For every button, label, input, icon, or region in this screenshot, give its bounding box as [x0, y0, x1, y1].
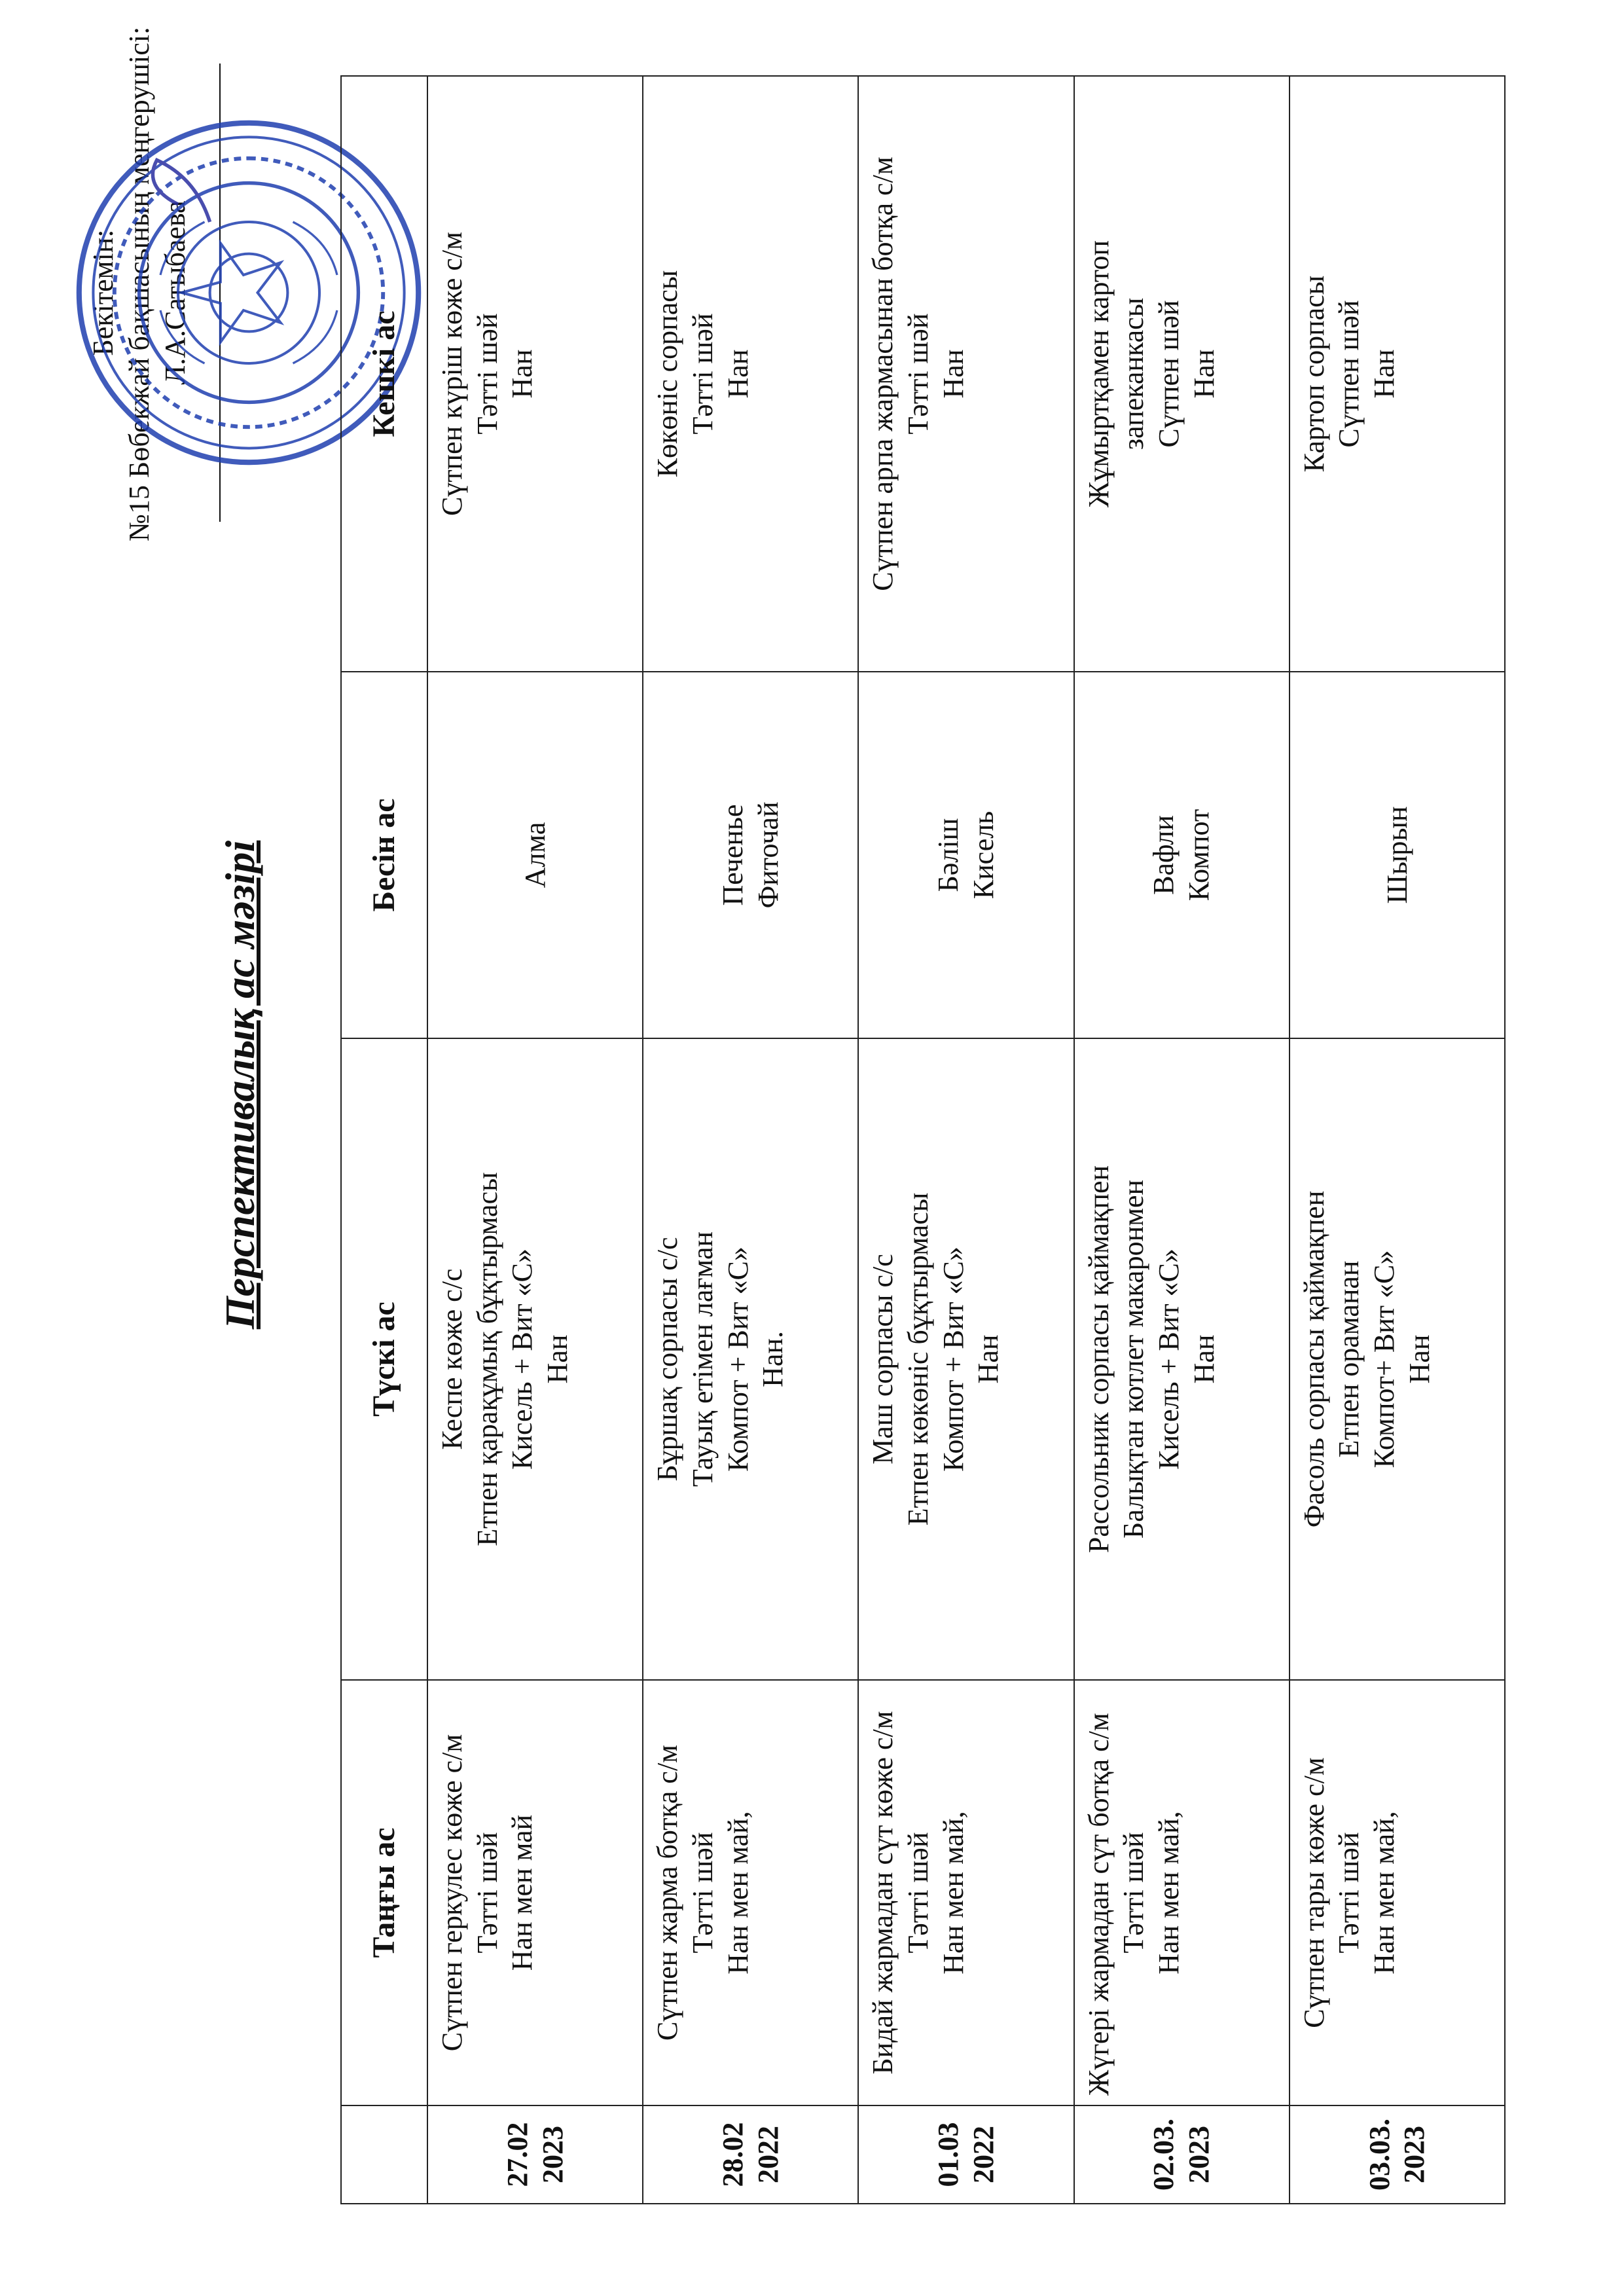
lunch-cell: Маш сорпасы с/с Етпен көкөніс бұқтырмасы Компот + Вит «С» Нан	[858, 1038, 1074, 1680]
table-row	[858, 76, 1074, 2204]
snack-cell: Печенье Фиточай	[643, 672, 858, 1038]
lunch-cell: Фасоль сорпасы қаймақпен Етпен ораманан Компот+ Вит «С» Нан	[1290, 1038, 1505, 1680]
row-date: 01.03 2022	[858, 2105, 1074, 2204]
snack-cell: Алма	[427, 672, 643, 1038]
lunch-cell: Бұршақ сорпасы с/с Тауық етімен лағман Компот + Вит «С» Нан.	[643, 1038, 858, 1680]
approval-label: Бекітемін:	[87, 229, 119, 356]
dinner-cell: Сүтпен арпа жармасынан ботқа с/м Тәтті шәй Нан	[858, 76, 1074, 672]
snack-cell: Бәліш Кисель	[858, 672, 1074, 1038]
snack-cell: Вафли Компот	[1074, 672, 1290, 1038]
row-date: 02.03. 2023	[1074, 2105, 1290, 2204]
signature-mark-icon	[153, 160, 209, 223]
row-date: 28.02 2022	[643, 2105, 858, 2204]
dinner-cell: Картоп сорпасы Сүтпен шәй Нан	[1290, 76, 1505, 672]
header-snack: Бесін ас	[341, 672, 427, 1038]
lunch-cell: Кеспе көже с/с Етпен қарақұмық бұқтырмасы Кисель + Вит «С» Нан	[427, 1038, 643, 1680]
breakfast-cell: Сүтпен жарма ботқа с/м Тәтті шәй Нан мен май,	[643, 1680, 858, 2105]
header-dinner: Кешкі ас	[341, 76, 427, 672]
approval-position: №15 Бөбекжай бақшасының меңгерушісі:	[123, 26, 155, 541]
header-lunch: Түскі ас	[341, 1038, 427, 1680]
dinner-cell: Сүтпен күріш көже с/м Тәтті шәй Нан	[427, 76, 643, 672]
row-date: 03.03. 2023	[1290, 2105, 1505, 2204]
menu-table	[340, 75, 1506, 2204]
snack-cell: Шырын	[1290, 672, 1505, 1038]
breakfast-cell: Бидай жармадан сүт көже с/м Тәтті шәй Нан мен май,	[858, 1680, 1074, 2105]
table-row	[1074, 76, 1290, 2204]
breakfast-cell: Сүтпен геркулес көже с/м Тәтті шәй Нан мен май	[427, 1680, 643, 2105]
page-title: Перспективалық ас мәзірі	[217, 840, 263, 1330]
table-row	[427, 76, 643, 2204]
breakfast-cell: Сүтпен тары көже с/м Тәтті шәй Нан мен май,	[1290, 1680, 1505, 2105]
dinner-cell: Жұмыртқамен картоп запеканкасы Сүтпен шәй Нан	[1074, 76, 1290, 672]
lunch-cell: Рассольник сорпасы қаймақпен Балықтан котлет макаронмен Кисель + Вит «С» Нан	[1074, 1038, 1290, 1680]
approval-name: Л.А.Сатыбаева	[159, 200, 191, 385]
table-row	[643, 76, 858, 2204]
breakfast-cell: Жүгері жармадан сүт ботқа с/м Тәтті шәй Нан мен май,	[1074, 1680, 1290, 2105]
row-date: 27.02 2023	[427, 2105, 643, 2204]
header-breakfast: Таңғы ас	[341, 1680, 427, 2105]
dinner-cell: Көкөніс сорпасы Тәтті шәй Нан	[643, 76, 858, 672]
table-row	[1290, 76, 1505, 2204]
header-date	[341, 2105, 427, 2204]
table-header-row	[341, 76, 427, 2204]
